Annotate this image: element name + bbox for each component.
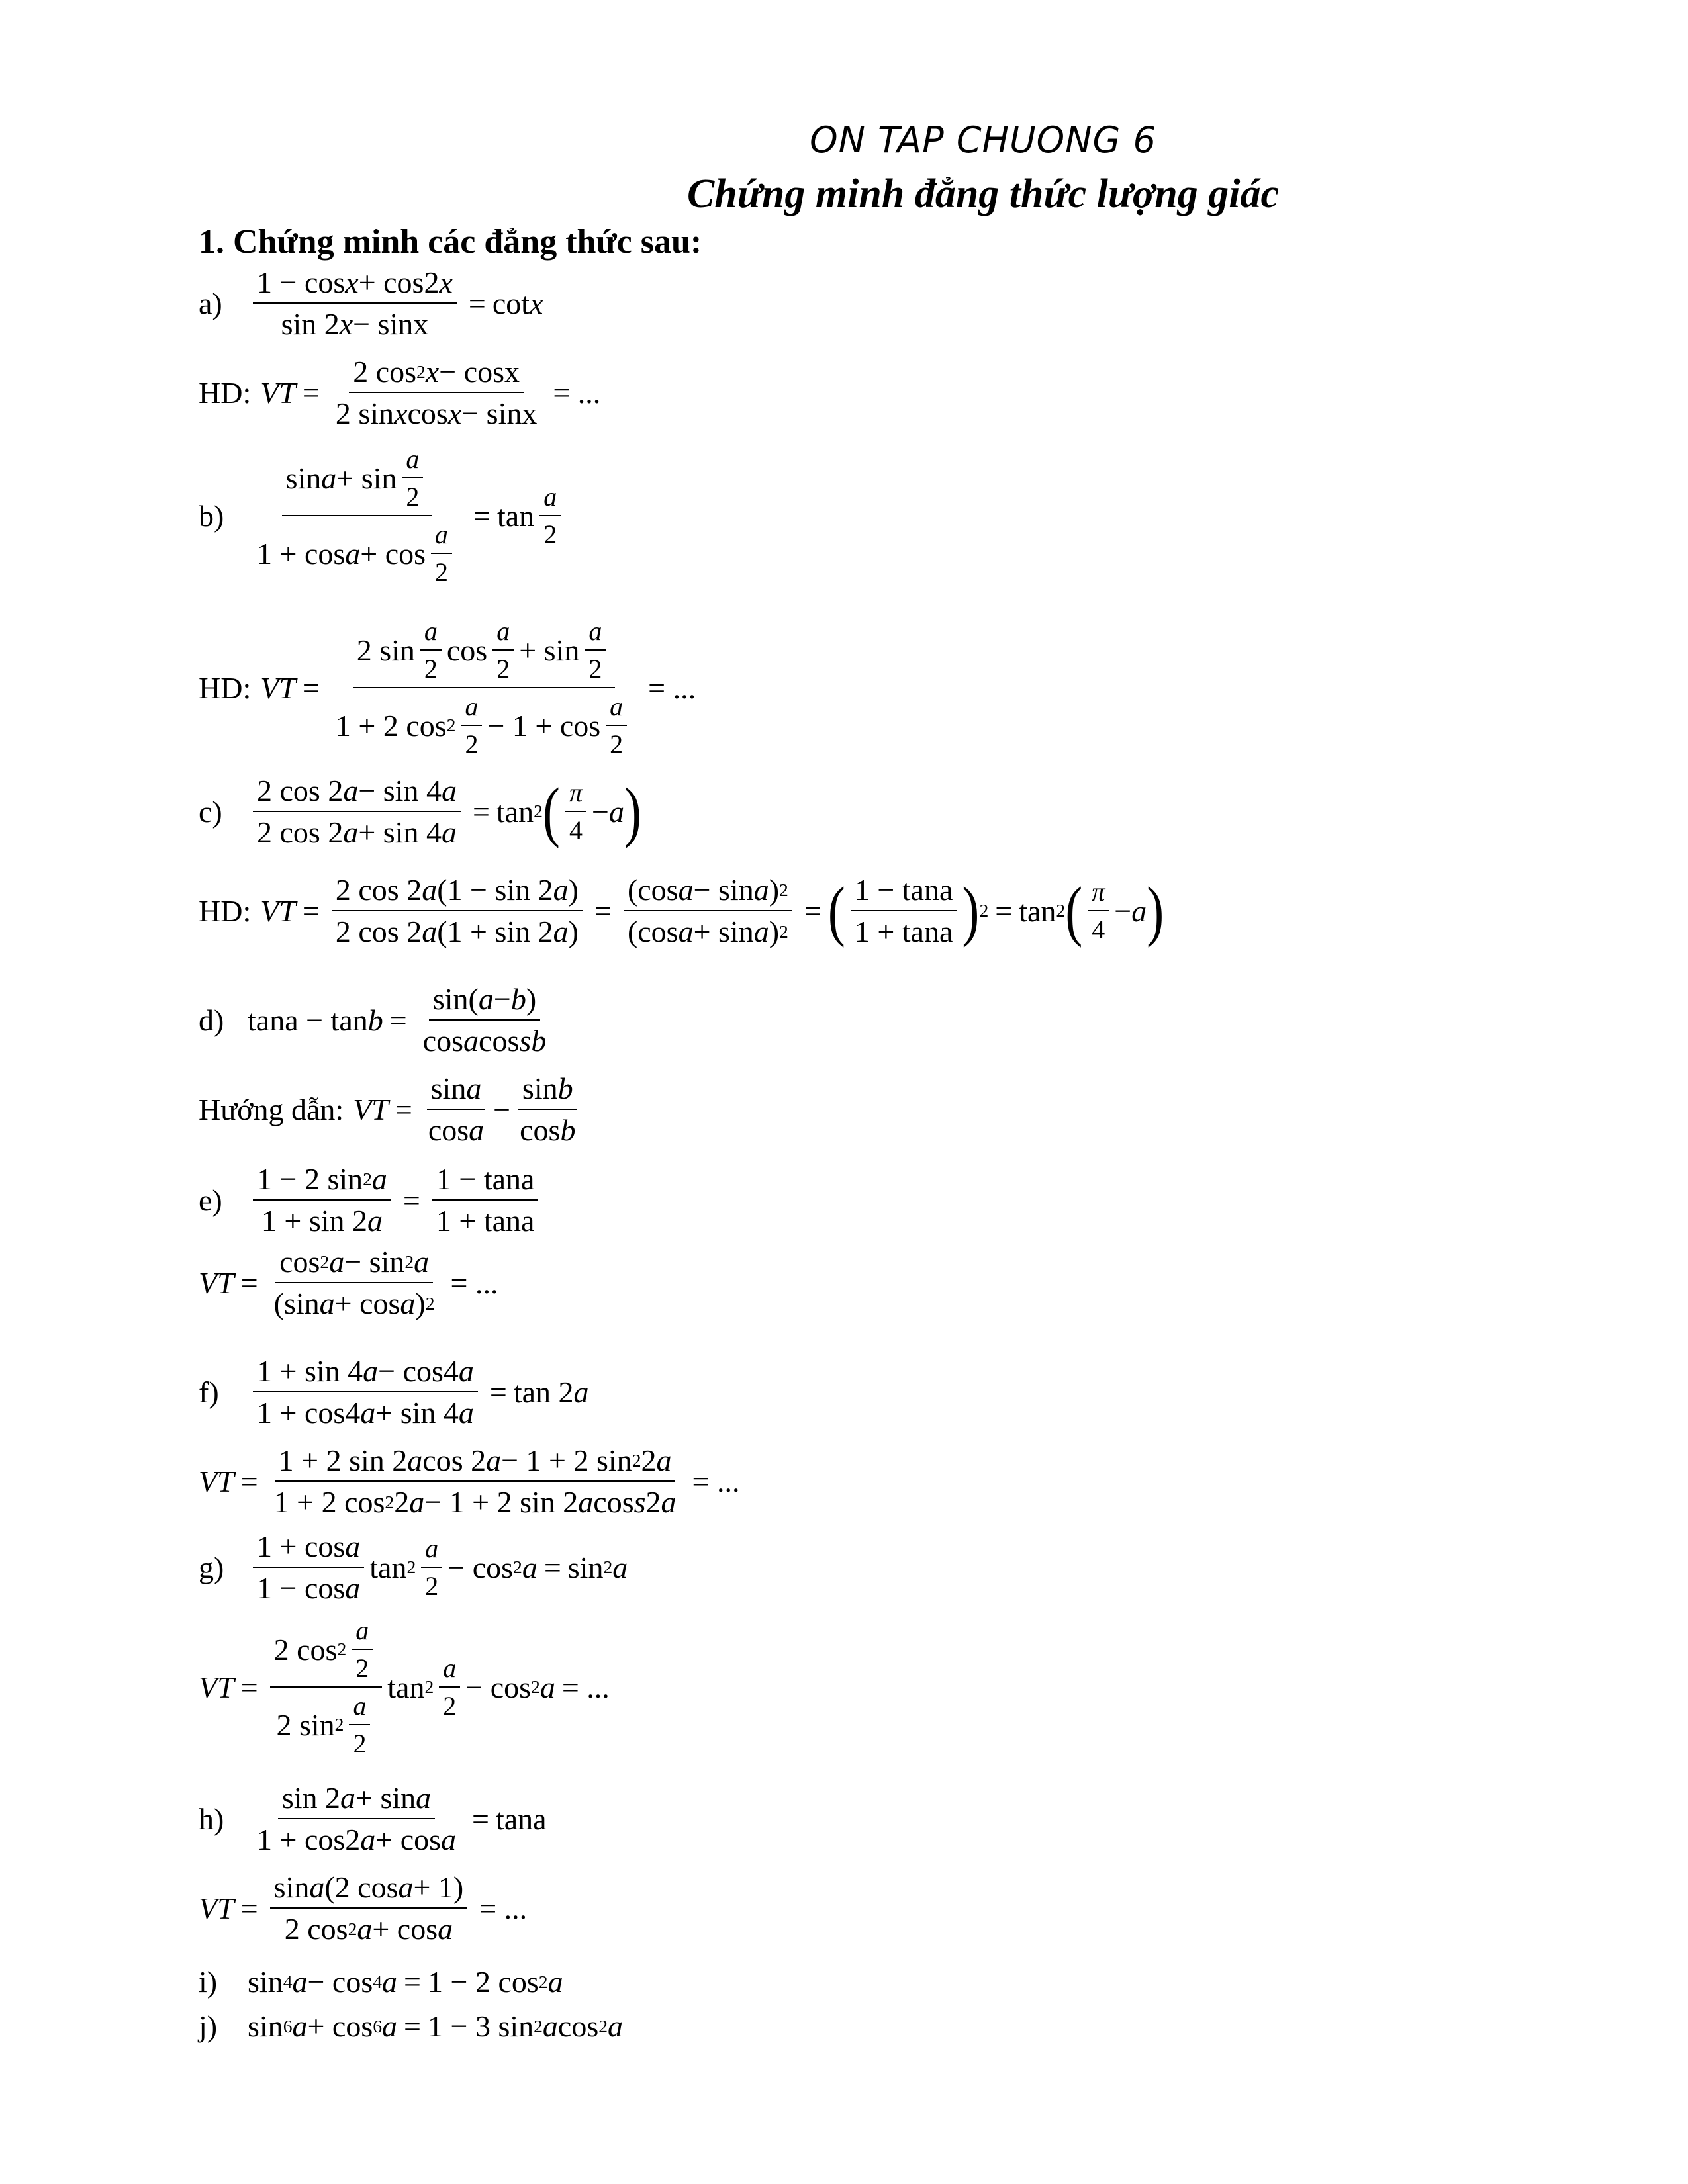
fraction: 1 + cos a 1 − cos a [253, 1529, 364, 1606]
hint-a: HD: VT = 2 cos 2 x − cosx 2 sin x cos x − sinx = ... [199, 355, 601, 430]
fraction: sin a (2 cos a + 1) 2 cos 2 a + cos a [270, 1870, 468, 1946]
problem-i: i) sin 4 a − cos 4 a = 1 − 2 cos 2 a [199, 1965, 563, 1999]
fraction: 1 + 2 sin 2 a cos 2 a − 1 + 2 sin 2 2 a 1 + 2 cos 2 2 a − 1 + 2 sin 2 a cos s 2 a [273, 1443, 677, 1519]
problem-label: e) [199, 1183, 222, 1217]
problem-label: c) [199, 794, 222, 829]
fraction: 2 cos 2 a (1 − sin 2 a ) 2 cos 2 a (1 + sin 2 a ) [332, 872, 583, 949]
fraction: 1 − 2 sin 2 a 1 + sin 2 a [253, 1161, 391, 1238]
problem-b: b) sin a + sin $\frac{a}{2}$ 1 + cos a + cos $\frac{a}{2}$ = tan $\frac{a}{2}$ [199, 443, 566, 588]
vt-label: VT [199, 1265, 234, 1300]
hint-label: HD: [199, 670, 252, 705]
hint-label: Hướng dẫn: [199, 1092, 344, 1126]
fraction: 1 + sin 4 a − cos4 a 1 + cos4 a + sin 4 a [253, 1353, 478, 1430]
fraction: sin b cos b [516, 1071, 579, 1148]
section-heading: 1. Chứng minh các đẳng thức sau: [199, 223, 702, 261]
fraction: sin( a − b ) cos a cos sb [422, 982, 547, 1058]
hint-h: VT = sin a (2 cos a + 1) 2 cos 2 a + cos a = ... [199, 1870, 528, 1946]
hint-e: VT = cos 2 a − sin 2 a (sin a + cos a ) 2 = ... [199, 1245, 498, 1320]
problem-f: f) 1 + sin 4 a − cos4 a 1 + cos4 a + sin 4 a = tan 2 a [199, 1354, 589, 1430]
fraction: (cos a − sin a ) 2 (cos a + sin a ) 2 [624, 872, 792, 949]
problem-label: g) [199, 1550, 224, 1584]
hint-c: HD: VT = 2 cos 2 a (1 − sin 2 a ) 2 cos 2 a (1 + sin 2 a ) = (cos a − sin a ) 2 (cos a + sin a ) 2 = ( $\frac{1 - \tan a}{1 + \tan a}$ ) 2 = tan 2 ( $\frac{\pi}{4}$ − a ) [199, 872, 1164, 948]
hint-f: VT = 1 + 2 sin 2 a cos 2 a − 1 + 2 sin 2 2 a 1 + 2 cos 2 2 a − 1 + 2 sin 2 a cos s 2 a = ... [199, 1443, 740, 1519]
problem-j: j) sin 6 a + cos 6 a = 1 − 3 sin 2 a cos 2 a [199, 2009, 624, 2043]
fraction: $\frac{1 - \tan a}{1 + \tan a}$ [432, 1161, 539, 1238]
problem-e: e) 1 − 2 sin 2 a 1 + sin 2 a = $\frac{1 - \tan a}{1 + \tan a}$ [199, 1161, 543, 1238]
problem-label: b) [199, 498, 224, 533]
hint-d: Hướng dẫn: VT = sin a cos a − sin b cos b [199, 1071, 585, 1148]
problem-label: d) [199, 1003, 224, 1037]
problem-h: h) sin 2 a + sin a 1 + cos2 a + cos a = tana [199, 1781, 547, 1856]
fraction: sin 2 a + sin a 1 + cos2 a + cos a [257, 1781, 457, 1856]
fraction: 2 cos 2 x − cosx 2 sin x cos x − sinx [335, 355, 538, 430]
problem-label: h) [199, 1801, 224, 1836]
problem-d: d) tana − tan b = sin( a − b ) cos a cos sb [199, 981, 555, 1058]
problem-label: f) [199, 1375, 219, 1409]
hint-label: HD: [199, 375, 252, 410]
problem-label: a) [199, 286, 222, 320]
vt-label: VT [199, 1891, 234, 1925]
page-subtitle: Chứng minh đẳng thức lượng giác [686, 171, 1280, 216]
fraction: sin a cos a [424, 1071, 488, 1148]
problem-a: a) 1 − cos x + cos2 x sin 2 x − sinx = cot x [199, 265, 543, 341]
vt-label: VT [199, 1670, 234, 1704]
vt-label: VT [199, 1464, 234, 1498]
problem-c: c) 2 cos 2 a − sin 4 a 2 cos 2 a + sin 4 a = tan 2 ( $\frac{\pi}{4}$ − a ) [199, 773, 641, 849]
fraction: $\frac{1 - \tan a}{1 + \tan a}$ [851, 872, 957, 949]
problem-label: j) [199, 2009, 218, 2043]
fraction: 1 − cos x + cos2 x sin 2 x − sinx [253, 265, 457, 341]
fraction: cos 2 a − sin 2 a (sin a + cos a ) 2 [273, 1245, 435, 1320]
problem-g: g) 1 + cos a 1 − cos a tan 2 $\frac{a}{2}$ − cos 2 a = sin 2 a [199, 1529, 628, 1605]
problem-label: i) [199, 1965, 218, 1999]
fraction: 2 cos 2 a − sin 4 a 2 cos 2 a + sin 4 a [253, 773, 461, 850]
fraction: 2 cos 2 $\frac{a}{2}$ 2 sin 2 $\frac{a}{2}$ [270, 1615, 383, 1759]
fraction: sin a + sin $\frac{a}{2}$ 1 + cos a + cos $\frac{a}{2}$ [253, 443, 461, 588]
page-title: ON TAP CHUONG 6 [810, 119, 1156, 161]
hint-label: HD: [199, 893, 252, 928]
hint-g: VT = 2 cos 2 $\frac{a}{2}$ 2 sin 2 $\frac{a}{2}$ tan 2 $\frac{a}{2}$ − cos 2 a = ... [199, 1615, 610, 1758]
fraction: 2 sin $\frac{a}{2}$ cos $\frac{a}{2}$ + sin $\frac{a}{2}$ 1 + 2 cos 2 $\frac{a}{2}$ − 1 + cos $\frac{a}{2}$ [332, 615, 636, 760]
hint-b: HD: VT = 2 sin $\frac{a}{2}$ cos $\frac{a}{2}$ + sin $\frac{a}{2}$ 1 + 2 cos 2 $\frac{a}{2}$ − 1 + cos $\frac{a}{2}$ = ... [199, 616, 696, 759]
